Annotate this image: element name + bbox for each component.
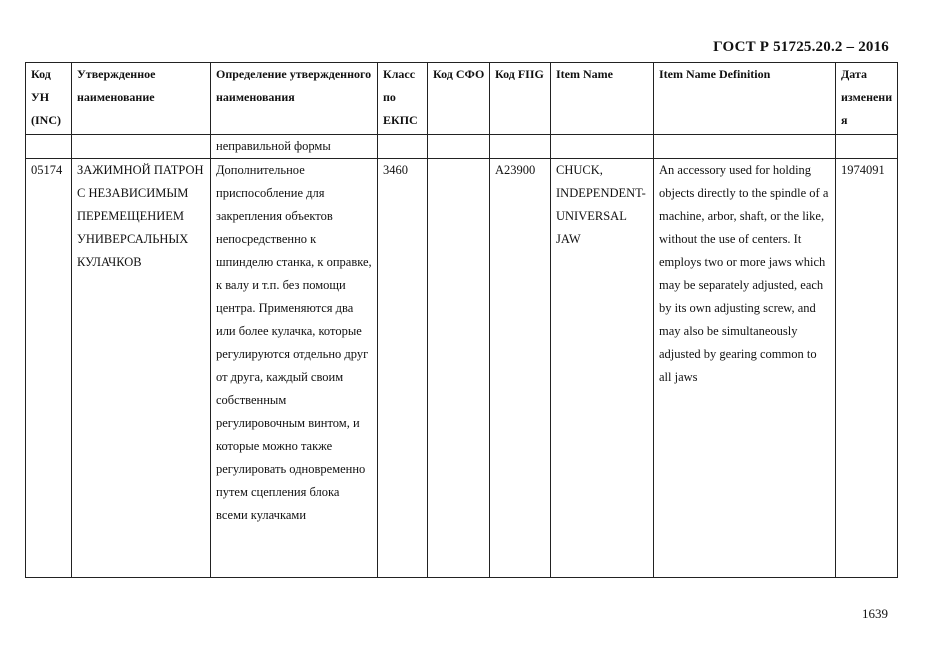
cell-item-definition: An accessory used for holding objects directly to the spindle of a machine, arbor, shaft, or the like, without the use of centers. It employs two or more jaws which may be separately adjusted, each by its own adjusting screw, and may also be simultaneously adjusted by gearing common to all jaws	[654, 159, 836, 578]
col-header-definition: Определение утвержденного наименования	[211, 63, 378, 135]
cell-fiig: A23900	[490, 159, 551, 578]
cell-name: ЗАЖИМНОЙ ПАТРОН С НЕЗАВИСИМЫМ ПЕРЕМЕЩЕНИЕМ УНИВЕРСАЛЬНЫХ КУЛАЧКОВ	[72, 159, 211, 578]
page-number: 1639	[862, 606, 888, 621]
cell-definition: Дополнительное приспособление для закрепления объектов непосредственно к шпинделю станка, к оправке, к валу и т.п. без помощи центра. Применяются два или более кулачка, которые регулируются отдельно друг от друга, каждый своим собственным регулировочным винтом, и которые можно также регулировать одновременно путем сцепления блока всеми кулачками	[211, 159, 378, 578]
cell-item-name: CHUCK, INDEPENDENT-UNIVERSAL JAW	[551, 159, 654, 578]
catalog-table	[25, 62, 898, 578]
col-header-approved-name: Утвержденное наименование	[72, 63, 211, 135]
cell-sfo	[428, 135, 490, 159]
col-header-inc: Код УН (INC)	[26, 63, 72, 135]
col-header-class: Класс по ЕКПС	[378, 63, 428, 135]
cell-date	[836, 135, 898, 159]
table-header-row	[26, 63, 898, 135]
cell-fiig	[490, 135, 551, 159]
table-row	[26, 159, 898, 578]
cell-date: 1974091	[836, 159, 898, 578]
cell-definition: неправильной формы	[211, 135, 378, 159]
cell-code	[26, 135, 72, 159]
col-header-sfo: Код СФО	[428, 63, 490, 135]
document-title: ГОСТ Р 51725.20.2 – 2016	[713, 39, 889, 55]
col-header-fiig: Код FIIG	[490, 63, 551, 135]
cell-class	[378, 135, 428, 159]
col-header-change-date: Дата изменения	[836, 63, 898, 135]
cell-item-name	[551, 135, 654, 159]
col-header-item-name: Item Name	[551, 63, 654, 135]
cell-sfo	[428, 159, 490, 578]
cell-code: 05174	[26, 159, 72, 578]
cell-item-definition	[654, 135, 836, 159]
col-header-item-definition: Item Name Definition	[654, 63, 836, 135]
table-row	[26, 135, 898, 159]
cell-name	[72, 135, 211, 159]
cell-class: 3460	[378, 159, 428, 578]
